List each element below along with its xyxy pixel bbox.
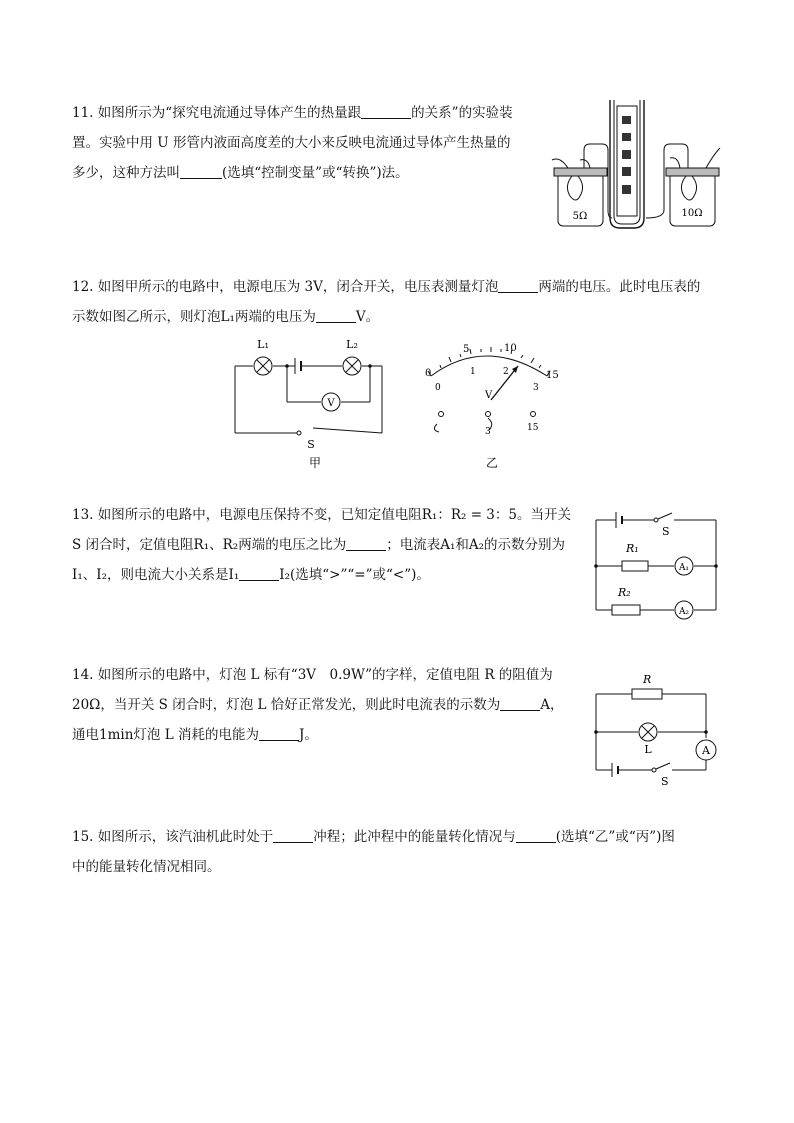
q11-line-2: 置。实验中用 U 形管内液面高度差的大小来反映电流通过导体产生热量的 [72, 135, 511, 151]
question-12 [72, 272, 700, 332]
scale-bottom-0: 0 [435, 383, 441, 393]
answer-blank[interactable] [259, 726, 299, 741]
answer-blank[interactable] [316, 308, 356, 323]
svg-text:A₁: A₁ [678, 563, 690, 573]
q12-line-1: 12. 如图甲所示的电路中，电源电压为 3V，闭合开关，电压表测量灯泡 两端的电压。此时电压表的 [72, 279, 701, 295]
resistor-r1 [622, 561, 648, 571]
scale-bottom-3: 3 [533, 383, 539, 393]
svg-text:V: V [327, 398, 335, 409]
resistor-r [632, 689, 662, 699]
q13-line-2: S 闭合时，定值电阻R₁、R₂两端的电压之比为 ；电流表A₁和A₂的示数分别为 [72, 537, 566, 553]
scale-bottom-2: 2 [503, 367, 509, 377]
scale-bottom-1: 1 [470, 367, 476, 377]
label-lamp: L [644, 743, 652, 756]
scale-top-10: 10 [504, 343, 517, 354]
caption-yi: 乙 [485, 456, 499, 470]
question-15 [72, 822, 675, 882]
terminal-15 [531, 412, 536, 417]
answer-blank[interactable] [346, 536, 386, 551]
scale-top-5: 5 [463, 344, 470, 355]
voltmeter-dial-figure [415, 338, 575, 472]
question-11 [72, 98, 513, 188]
q11-line-3: 多少，这种方法叫 (选填“控制变量”或“转换”)法。 [72, 165, 409, 181]
answer-blank[interactable] [361, 104, 411, 119]
label-l2: L₂ [346, 338, 358, 351]
question-14 [72, 660, 564, 750]
q14-line-2: 20Ω，当开关 S 闭合时，灯泡 L 恰好正常发光，则此时电流表的示数为 A， [72, 697, 564, 713]
scale-top-15: 15 [546, 370, 559, 381]
u-tube-apparatus-figure [550, 100, 722, 232]
circuit-q13-figure [588, 508, 724, 626]
circuit-q14-figure [588, 670, 724, 788]
label-switch: S [662, 525, 670, 538]
left-resistance-label: 5Ω [572, 211, 588, 222]
answer-blank[interactable] [273, 828, 313, 843]
dial-arc [431, 356, 547, 376]
right-resistance-label: 10Ω [681, 208, 703, 219]
q13-line-1: 13. 如图所示的电路中，电源电压保持不变，已知定值电阻R₁：R₂ = 3：5。当开关 [72, 507, 571, 523]
answer-blank[interactable] [500, 696, 540, 711]
label-r1: R₁ [626, 542, 639, 555]
answer-blank[interactable] [180, 164, 222, 179]
unit-label: V [485, 390, 493, 401]
q13-line-3: I₁、I₂，则电流大小关系是I₁ I₂(选填“>”“=”或“<”)。 [72, 567, 430, 583]
q11-line-1: 11. 如图所示为“探究电流通过导体产生的热量跟 的关系”的实验装 [72, 105, 513, 121]
question-13 [72, 500, 571, 590]
svg-text:A: A [702, 744, 710, 757]
scale-top-0: 0 [425, 368, 432, 379]
switch-icon [654, 518, 658, 522]
q14-line-1: 14. 如图所示的电路中，灯泡 L 标有“3V 0.9W”的字样，定值电阻 R 的阻值为 [72, 667, 553, 683]
label-switch: S [307, 438, 315, 451]
resistor-r2 [612, 605, 640, 615]
answer-blank[interactable] [239, 566, 279, 581]
label-r2: R₂ [618, 586, 631, 599]
label-l1: L₁ [257, 338, 269, 351]
q14-line-3: 通电1min灯泡 L 消耗的电能为 J。 [72, 727, 318, 743]
label-r: R [643, 673, 652, 686]
caption-jia: 甲 [308, 456, 322, 470]
svg-text:A₂: A₂ [678, 607, 690, 617]
circuit-jia-figure [225, 332, 390, 472]
svg-text:15: 15 [527, 423, 539, 433]
answer-blank[interactable] [516, 828, 556, 843]
q12-line-2: 示数如图乙所示，则灯泡L₁两端的电压为 V。 [72, 309, 380, 325]
q15-line-1: 15. 如图所示，该汽油机此时处于 冲程；此冲程中的能量转化情况与 (选填“乙”或“丙”)图 [72, 829, 675, 845]
switch-icon [652, 768, 656, 772]
svg-text:3: 3 [485, 427, 491, 437]
answer-blank[interactable] [498, 278, 538, 293]
terminal-neg [439, 412, 444, 417]
terminal-3 [486, 412, 491, 417]
label-switch: S [661, 775, 669, 788]
q15-line-2: 中的能量转化情况相同。 [72, 859, 221, 875]
